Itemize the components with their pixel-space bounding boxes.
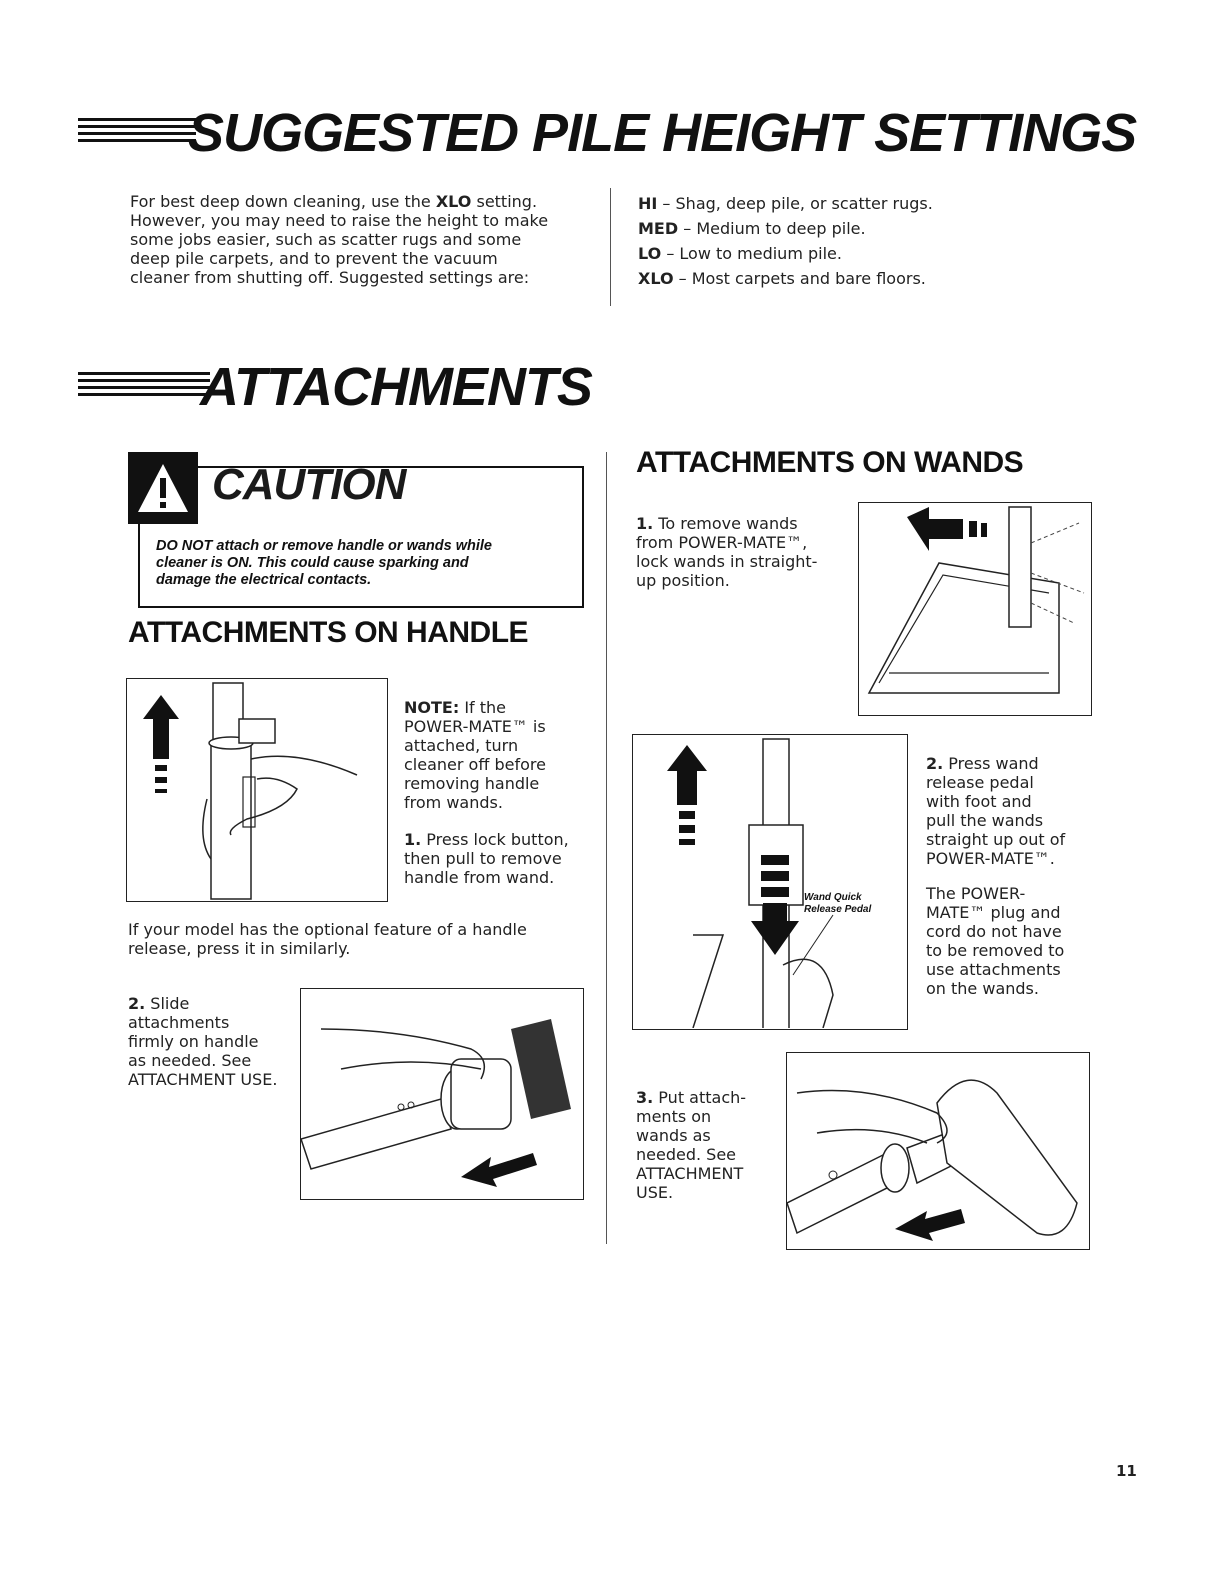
wands-step-2: 2. Press wand release pedal with foot and pull the wands straight up out of POWER-MATE™. bbox=[926, 754, 1066, 868]
page-number: 11 bbox=[1116, 1462, 1137, 1480]
left-arrow-icon bbox=[461, 1153, 537, 1187]
attachments-rule-lines bbox=[78, 366, 210, 402]
title-rule-lines bbox=[78, 112, 196, 148]
setting-med: MED – Medium to deep pile. bbox=[638, 219, 866, 238]
handle-step-2: 2. Slide attachments firmly on handle as needed. See ATTACHMENT USE. bbox=[128, 994, 278, 1089]
column-divider-main bbox=[606, 452, 607, 1244]
left-arrow-icon bbox=[895, 1209, 965, 1241]
left-arrow-icon bbox=[907, 507, 963, 551]
attachments-title: ATTACHMENTS bbox=[200, 357, 592, 417]
caution-icon bbox=[128, 452, 198, 524]
setting-hi: HI – Shag, deep pile, or scatter rugs. bbox=[638, 194, 933, 213]
down-arrow-icon bbox=[751, 903, 799, 955]
up-arrow-icon bbox=[143, 695, 179, 759]
wands-step-3: 3. Put attach- ments on wands as needed. See ATTACHMENT USE. bbox=[636, 1088, 747, 1202]
warning-triangle-icon bbox=[128, 452, 198, 524]
handle-removal-illustration bbox=[126, 678, 388, 902]
wands-step-1: 1. To remove wands from POWER-MATE™, lock wands in straight- up position. bbox=[636, 514, 818, 590]
wand-attachment-illustration bbox=[786, 1052, 1090, 1250]
caution-text: DO NOT attach or remove handle or wands while cleaner is ON. This could cause sparking and damage the electrical contacts. bbox=[156, 538, 492, 588]
wand-upright-illustration bbox=[858, 502, 1092, 716]
up-arrow-icon bbox=[667, 745, 707, 805]
pile-settings-list bbox=[638, 194, 978, 294]
column-divider-top bbox=[610, 188, 611, 306]
caution-heading: CAUTION bbox=[212, 460, 406, 509]
pile-height-title: SUGGESTED PILE HEIGHT SETTINGS bbox=[188, 103, 1137, 163]
handle-release-note: If your model has the optional feature of a handle release, press it in similarly. bbox=[128, 920, 527, 958]
wands-plug-note: The POWER- MATE™ plug and cord do not have to be removed to use attachments on the wands. bbox=[926, 884, 1065, 998]
handle-heading: ATTACHMENTS ON HANDLE bbox=[128, 616, 529, 649]
wands-heading: ATTACHMENTS ON WANDS bbox=[636, 446, 1024, 479]
setting-xlo: XLO – Most carpets and bare floors. bbox=[638, 269, 926, 288]
brush-attachment-illustration bbox=[300, 988, 584, 1200]
pile-height-intro: For best deep down cleaning, use the XLO setting. However, you may need to raise the height to make some jobs easier, such as scatter rugs and some deep pile carpets, and to prevent the vacuum cleaner from shutting off. Suggested settings are: bbox=[130, 192, 549, 287]
pedal-label: Wand Quick Release Pedal bbox=[804, 892, 872, 915]
handle-step-1: 1. Press lock button, then pull to remove handle from wand. bbox=[404, 830, 569, 887]
handle-note: NOTE: If the POWER-MATE™ is attached, turn cleaner off before removing handle from wands. bbox=[404, 698, 546, 812]
wand-release-pedal-illustration bbox=[632, 734, 908, 1030]
setting-lo: LO – Low to medium pile. bbox=[638, 244, 842, 263]
